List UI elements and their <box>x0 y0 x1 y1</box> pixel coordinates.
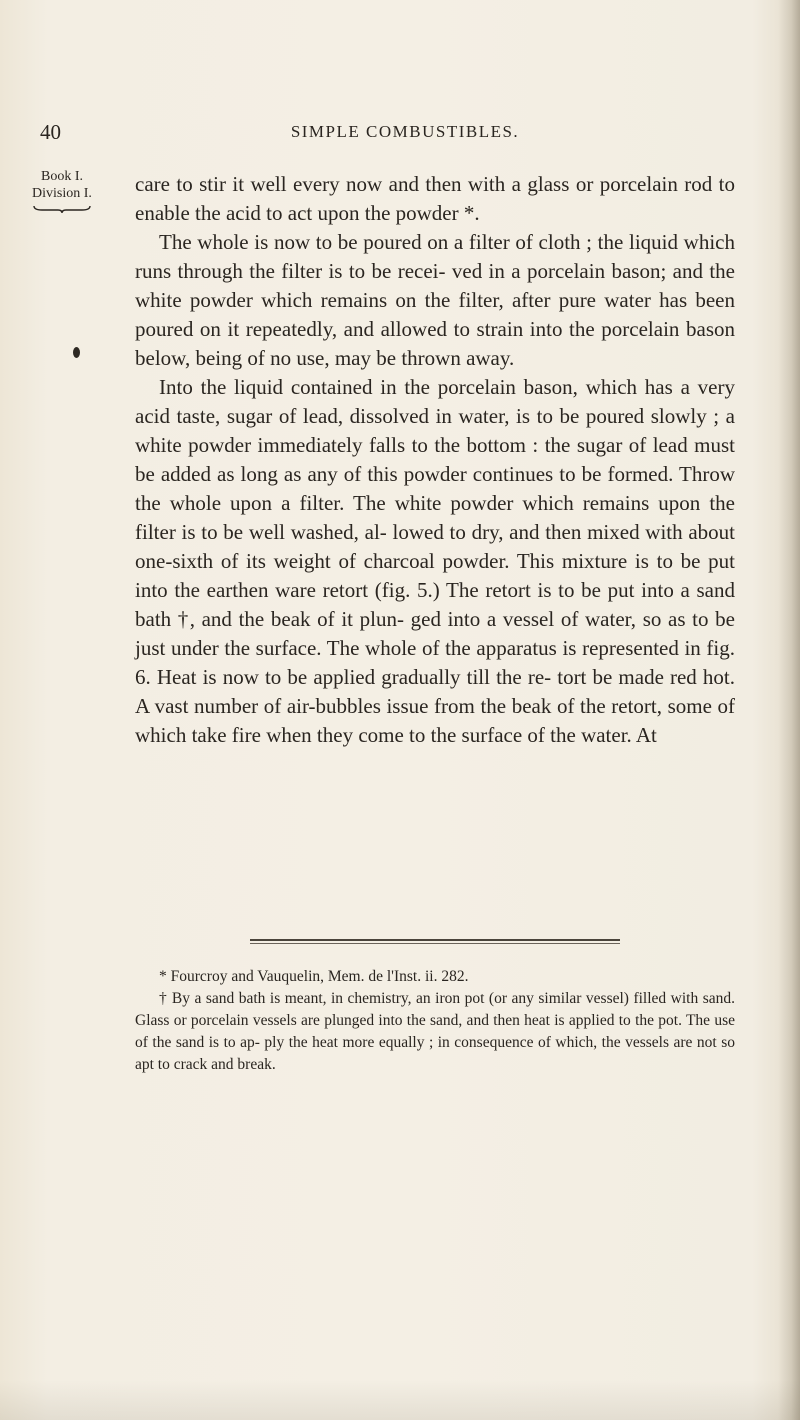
margin-note <box>26 168 98 214</box>
footnote: † By a sand bath is meant, in chemistry, an iron pot (or any similar vessel) filled with sand. Glass or porcelain vessels are plunged into the sand, and then heat is applied to the pot. The use of the sand is to ap- ply the heat more equally ; in consequence of which, the vessels are not so apt to crack and break. <box>135 990 735 1073</box>
page-header <box>40 120 770 150</box>
paragraph: The whole is now to be poured on a filter of cloth ; the liquid which runs through the filter is to be recei- ved in a porcelain bason; and the white powder which remains on the filter, after pure water has been poured on it repeatedly, and allowed to strain into the porcelain bason below, being of no use, may be thrown away. <box>135 230 735 370</box>
margin-note-book: Book I. <box>41 169 83 184</box>
ink-blot <box>73 347 80 358</box>
page-edge-shadow <box>778 0 800 1420</box>
page-bottom-shadow <box>0 1380 800 1420</box>
paragraph: care to stir it well every now and then with a glass or porcelain rod to enable the acid to act upon the powder *. <box>135 172 735 225</box>
margin-note-division: Division I. <box>32 186 92 201</box>
paragraph: Into the liquid contained in the porcelain bason, which has a very acid taste, sugar of lead, dissolved in water, is to be poured slowly ; a white powder immediately falls to the bottom : the sugar of lead must be added as long as any of this powder continues to be formed. Throw the whole upon a filter. The white powder which remains upon the filter is to be well washed, al- lowed to dry, and then mixed with about one-sixth of its weight of charcoal powder. This mixture is to be put into the earthen ware retort (fig. 5.) The retort is to be put into a sand bath †, and the beak of it plun- ged into a vessel of water, so as to be just under the surface. The whole of the apparatus is represented in fig. 6. Heat is now to be applied gradually till the re- tort be made red hot. A vast number of air-bubbles issue from the beak of the retort, some of which take fire when they come to the surface of the water. At <box>135 375 735 747</box>
running-title: SIMPLE COMBUSTIBLES. <box>290 122 520 141</box>
main-text <box>135 170 735 750</box>
page-number: 40 <box>40 120 61 144</box>
footnote: * Fourcroy and Vauquelin, Mem. de l'Inst. ii. 282. <box>159 968 469 985</box>
footnote-divider-thin <box>250 943 620 944</box>
footnote-divider <box>250 939 620 941</box>
brace-icon <box>32 204 92 214</box>
footnotes <box>135 966 735 1076</box>
